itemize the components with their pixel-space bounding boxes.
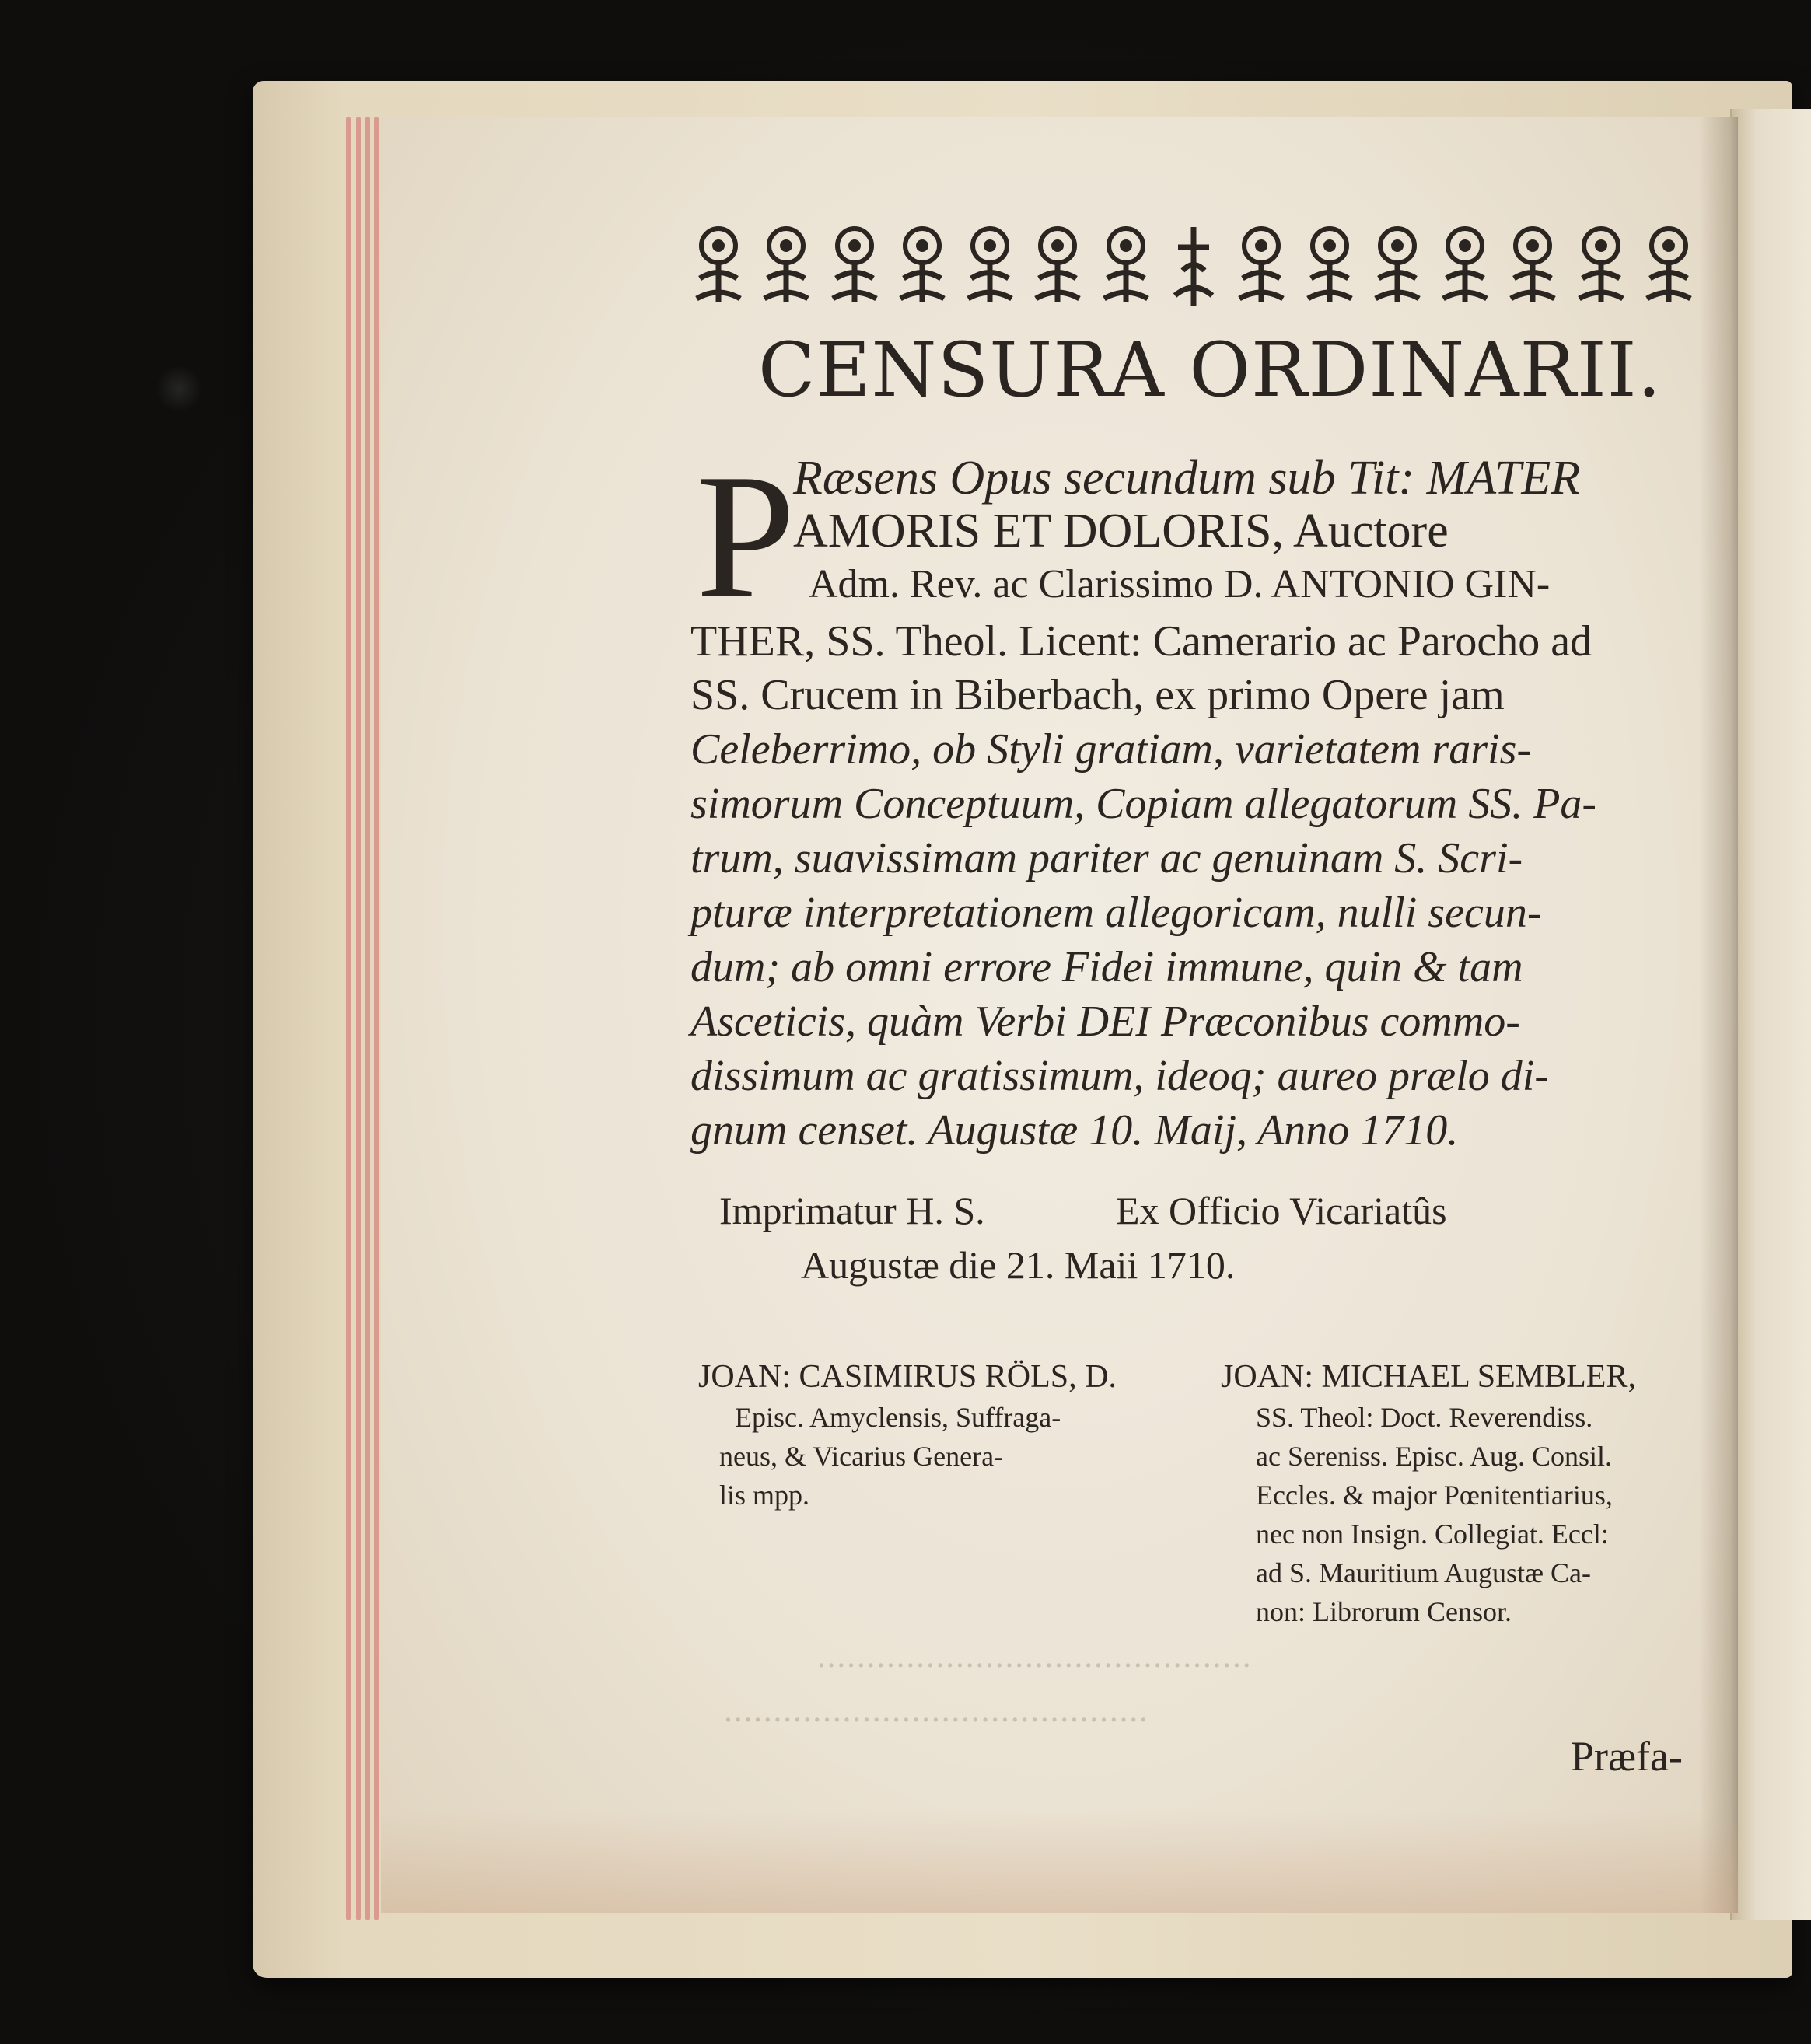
drop-cap: P [696,437,795,635]
body-line: dum; ab omni errore Fidei immune, quin & tam [690,943,1523,991]
flower-ornament-icon [963,224,1016,309]
flower-ornament-icon [1506,224,1559,309]
intro-line: AMORIS ET DOLORIS, Auctore [793,505,1449,557]
body-line: Asceticis, quàm Verbi DEI Præconibus commo- [690,998,1520,1046]
flower-ornament-icon [1235,224,1288,309]
page-edge [365,117,370,1920]
signature-right-line: Eccles. & major Pœnitentiarius, [1256,1480,1613,1511]
flower-ornament-icon [1303,224,1356,309]
ornamental-header-band [692,222,1695,311]
flower-ornament-icon [760,224,813,309]
flower-ornament-icon [1575,224,1627,309]
ink-spot [156,365,202,412]
page-stain [381,1812,1738,1913]
facing-page [1730,109,1811,1920]
page-edge [356,117,361,1920]
flower-ornament-icon [828,224,881,309]
imprimatur-date: Augustæ die 21. Maii 1710. [801,1243,1236,1287]
flower-ornament-icon [1100,224,1152,309]
show-through-text: ············································ [816,1648,1252,1684]
signature-right-line: SS. Theol: Doct. Reverendiss. [1256,1402,1593,1433]
page-edge [374,117,379,1920]
signature-right-name: JOAN: MICHAEL SEMBLER, [1221,1359,1636,1395]
signature-left-line: Episc. Amyclensis, Suffraga- [735,1402,1061,1433]
page-edge [346,117,351,1920]
body-line: pturæ interpretationem allegoricam, nulli secun- [690,889,1542,937]
imprimatur-left: Imprimatur H. S. [719,1189,985,1232]
body-line: gnum censet. Augustæ 10. Maij, Anno 1710. [690,1106,1459,1155]
flower-ornament-icon [692,224,745,309]
signature-left-line: neus, & Vicarius Genera- [719,1441,1004,1472]
flower-ornament-icon [1439,224,1491,309]
signature-left-name: JOAN: CASIMIRUS RÖLS, D. [698,1359,1117,1395]
signature-left-line: lis mpp. [719,1480,810,1511]
signature-right-line: non: Librorum Censor. [1256,1596,1512,1627]
flower-ornament-icon [1642,224,1695,309]
flower-ornament-icon [1031,224,1084,309]
signature-right-line: ac Sereniss. Episc. Aug. Consil. [1256,1441,1612,1472]
body-line: Celeberrimo, ob Styli gratiam, varietatem raris- [690,725,1532,774]
cross-ornament-icon [1167,224,1220,309]
flower-ornament-icon [1371,224,1424,309]
intro-line: Ræsens Opus secundum sub Tit: MATER [793,452,1581,505]
body-line: simorum Conceptuum, Copiam allegatorum SS. Pa- [690,780,1597,828]
body-line: SS. Crucem in Biberbach, ex primo Opere jam [690,671,1505,719]
signature-right-line: nec non Insign. Collegiat. Eccl: [1256,1518,1609,1550]
flower-ornament-icon [896,224,949,309]
body-line: trum, suavissimam pariter ac genuinam S. Scri- [690,834,1523,882]
intro-line: Adm. Rev. ac Clarissimo D. ANTONIO GIN- [809,562,1551,606]
signature-right-line: ad S. Mauritium Augustæ Ca- [1256,1557,1591,1588]
body-line: dissimum ac gratissimum, ideoq; aureo prælo di- [690,1052,1549,1100]
catchword: Præfa- [1571,1733,1683,1780]
body-line: THER, SS. Theol. Licent: Camerario ac Parocho ad [690,617,1592,666]
page-title: CENSURA ORDINARII. [758,327,1662,414]
show-through-text: ··········································· [723,1703,1148,1738]
imprimatur-right: Ex Officio Vicariatûs [1116,1189,1447,1232]
